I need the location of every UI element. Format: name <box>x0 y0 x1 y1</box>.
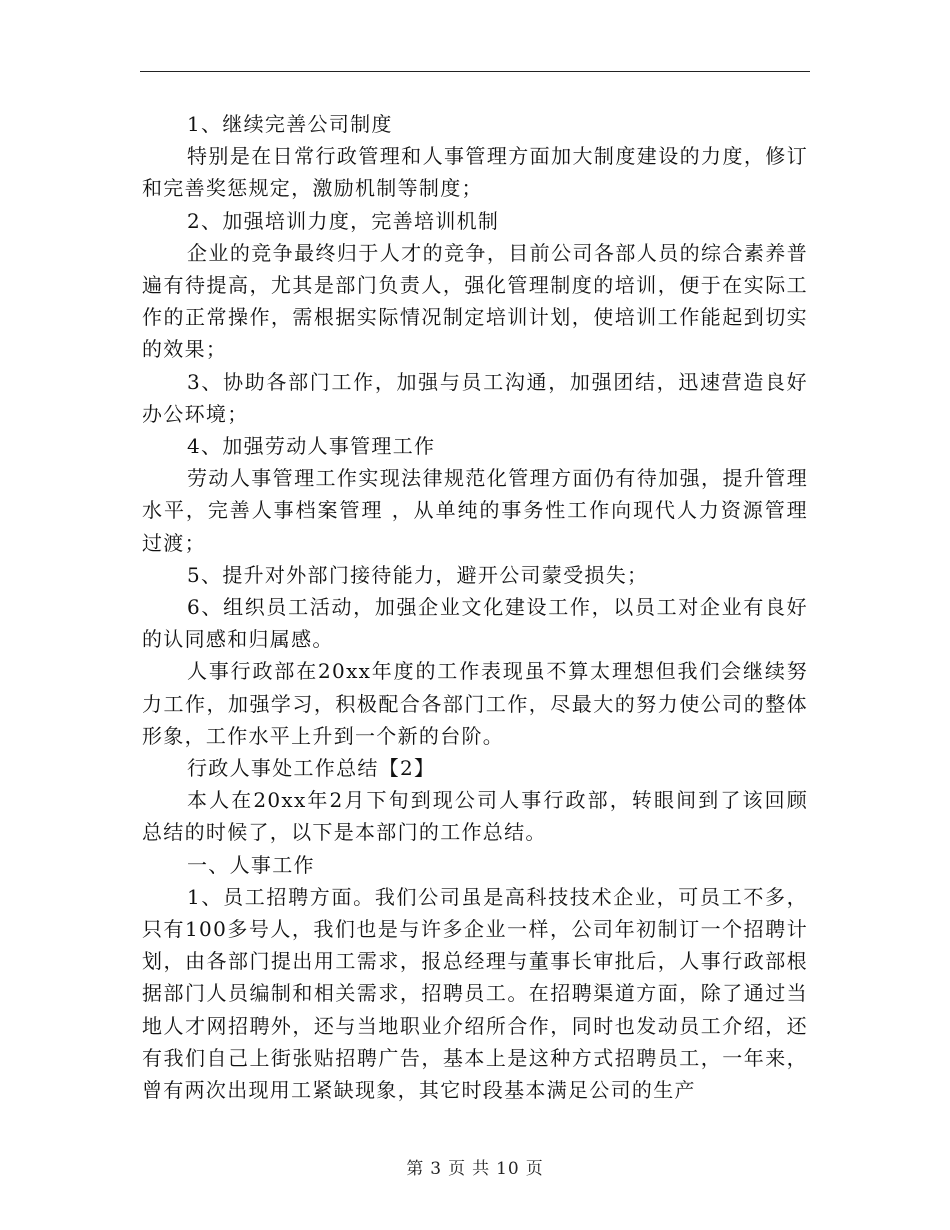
paragraph: 1、继续完善公司制度 <box>187 112 393 136</box>
paragraph: 人事行政部在20xx年度的工作表现虽不算太理想但我们会继续努力工作，加强学习，积极配合各部门工作，尽最大的努力使公司的整体形象，工作水平上升到一个新的台阶。 <box>142 659 808 748</box>
footer-current-page: 3 <box>430 1159 443 1179</box>
paragraph: 1、员工招聘方面。我们公司虽是高科技技术企业，可员工不多，只有100多号人，我们也是与许多企业一样，公司年初制订一个招聘计划，由各部门提出用工需求，报总经理与董事长审批后，人事行政部根据部门人员编制和相关需求，招聘员工。在招聘渠道方面，除了通过当地人才网招聘外，还与当地职业介绍所合作，同时也发动员工介绍，还有我们自己上街张贴招聘广告，基本上是这种方式招聘员工，一年来，曾有两次出现用工紧缺现象，其它时段基本满足公司的生产 <box>142 884 808 1103</box>
section-heading: 行政人事处工作总结【2】 <box>187 756 436 781</box>
paragraph: 4、加强劳动人事管理工作 <box>187 434 436 459</box>
paragraph: 6、组织员工活动，加强企业文化建设工作，以员工对企业有良好的认同感和归属感。 <box>142 595 808 652</box>
section-heading: 一、人事工作 <box>187 852 315 877</box>
footer-label-total: 共 <box>472 1159 491 1179</box>
footer-label-page: 第 <box>406 1159 425 1179</box>
footer-label-page-unit: 页 <box>448 1159 467 1179</box>
paragraph: 企业的竞争最终归于人才的竞争，目前公司各部人员的综合素养普遍有待提高，尤其是部门负责人，强化管理制度的培训，便于在实际工作的正常操作，需根据实际情况制定培训计划，使培训工作能起到切实的效果； <box>142 240 808 362</box>
paragraph: 本人在20xx年2月下旬到现公司人事行政部，转眼间到了该回顾总结的时候了，以下是本部门的工作总结。 <box>142 788 808 845</box>
paragraph: 特别是在日常行政管理和人事管理方面加大制度建设的力度，修订和完善奖惩规定，激励机制等制度； <box>142 144 808 201</box>
paragraph: 2、加强培训力度，完善培训机制 <box>187 208 500 233</box>
page-footer <box>0 1154 950 1179</box>
paragraph: 3、协助各部门工作，加强与员工沟通，加强团结，迅速营造良好办公环境； <box>142 369 808 426</box>
header-rule <box>140 71 810 72</box>
footer-total-pages: 10 <box>496 1159 520 1179</box>
footer-label-total-unit: 页 <box>525 1159 544 1179</box>
document-body <box>142 108 808 1106</box>
paragraph: 劳动人事管理工作实现法律规范化管理方面仍有待加强，提升管理水平，完善人事档案管理 ，从单纯的事务性工作向现代人力资源管理过渡； <box>142 466 808 555</box>
paragraph: 5、提升对外部门接待能力，避开公司蒙受损失； <box>187 562 649 587</box>
